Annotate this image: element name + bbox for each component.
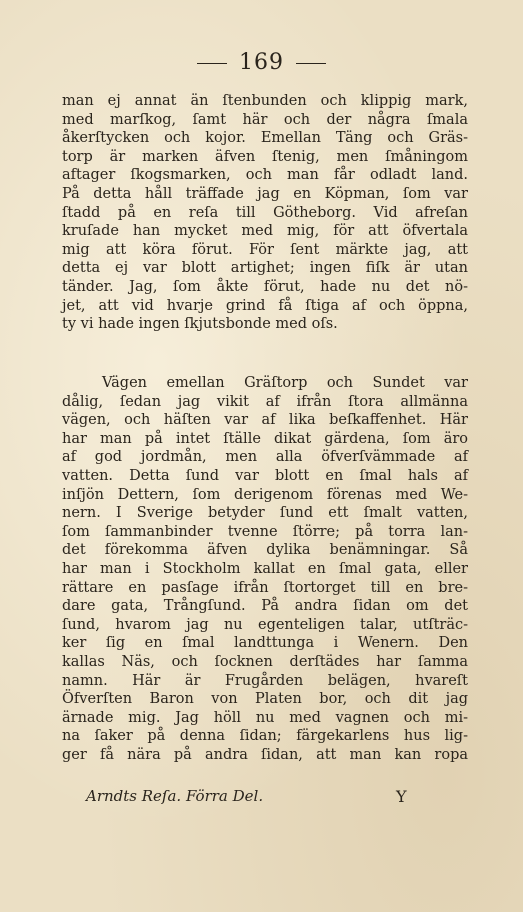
- text-line: detta ej var blott artighet; ingen fiſk är utan: [62, 260, 468, 277]
- page-number: 169: [239, 50, 284, 75]
- text-line: mig att köra förut. För ſent märkte jag, att: [62, 241, 468, 258]
- text-line: vägen, och häſten var af lika beſkaffenhet. Här: [62, 412, 468, 429]
- text-line: ger få nära på andra ſidan, att man kan ropa: [62, 746, 468, 763]
- text-line: torp är marken äfven ſtenig, men ſmåningom: [62, 148, 468, 165]
- text-line: Vägen emellan Gräſtorp och Sundet var: [102, 375, 468, 391]
- text-line: dare gata, Trångſund. På andra ſidan om det: [62, 598, 468, 615]
- text-line: na ſaker på denna ſidan; färgekarlens hus lig-: [62, 728, 468, 745]
- text-line: af god jordmån, men alla öfverſvämmade af: [62, 449, 468, 466]
- text-line: Öfverſten Baron von Platen bor, och dit jag: [62, 691, 468, 708]
- text-line: ſom ſammanbinder tvenne ſtörre; på torra lan-: [62, 523, 468, 540]
- footer-title: Arndts Reſa. Förra Del.: [86, 787, 264, 805]
- text-line: ty vi hade ingen ſkjutsbonde med oſs.: [62, 316, 338, 333]
- text-line: tänder. Jag, ſom åkte förut, hade nu det nö-: [62, 278, 468, 295]
- text-line: aftager ſkogsmarken, och man får odladt land.: [62, 167, 468, 184]
- signature-mark: Y: [396, 787, 407, 806]
- paragraph-2: [62, 374, 468, 764]
- text-line: har man på intet ſtälle dikat gärdena, ſom äro: [62, 430, 468, 447]
- text-line: har man i Stockholm kallat en ſmal gata, eller: [62, 560, 468, 577]
- text-line: namn. Här är Frugården belägen, hvareſt: [62, 672, 468, 689]
- text-line: rättare en pasſage ifrån ſtortorget till en bre-: [62, 579, 468, 596]
- text-line: åkerſtycken och kojor. Emellan Täng och Gräs-: [62, 130, 468, 147]
- header-dash-right: [296, 63, 326, 64]
- page-header: [0, 50, 523, 75]
- text-line: På detta håll träffade jag en Köpman, ſom var: [62, 185, 468, 202]
- text-line: jet, att vid hvarje grind få ſtiga af och öppna,: [62, 297, 468, 314]
- text-line: kallas Näs, och ſocknen derſtädes har ſamma: [62, 653, 468, 670]
- text-line: ſtadd på en reſa till Götheborg. Vid afreſan: [62, 204, 468, 221]
- text-line: inſjön Dettern, ſom derigenom förenas med We-: [62, 486, 468, 503]
- text-line: ſund, hvarom jag nu egenteligen talar, utſträc-: [62, 616, 468, 633]
- text-line: med marſkog, ſamt här och der några ſmala: [62, 111, 468, 128]
- text-line: dålig, ſedan jag vikit af ifrån ſtora allmänna: [62, 393, 468, 410]
- header-dash-left: [197, 63, 227, 64]
- paragraph-1: [62, 92, 468, 334]
- text-line: ker ſig en ſmal landttunga i Wenern. Den: [62, 635, 468, 652]
- text-line: nern. I Sverige betyder ſund ett ſmalt vatten,: [62, 505, 468, 522]
- text-line: kruſade han mycket med mig, för att öfvertala: [62, 223, 468, 240]
- text-line: man ej annat än ſtenbunden och klippig mark,: [62, 93, 468, 109]
- text-line: vatten. Detta ſund var blott en ſmal hals af: [62, 467, 468, 484]
- text-line: ärnade mig. Jag höll nu med vagnen och mi-: [62, 709, 468, 726]
- text-line: det förekomma äfven dylika benämningar. Så: [62, 542, 468, 559]
